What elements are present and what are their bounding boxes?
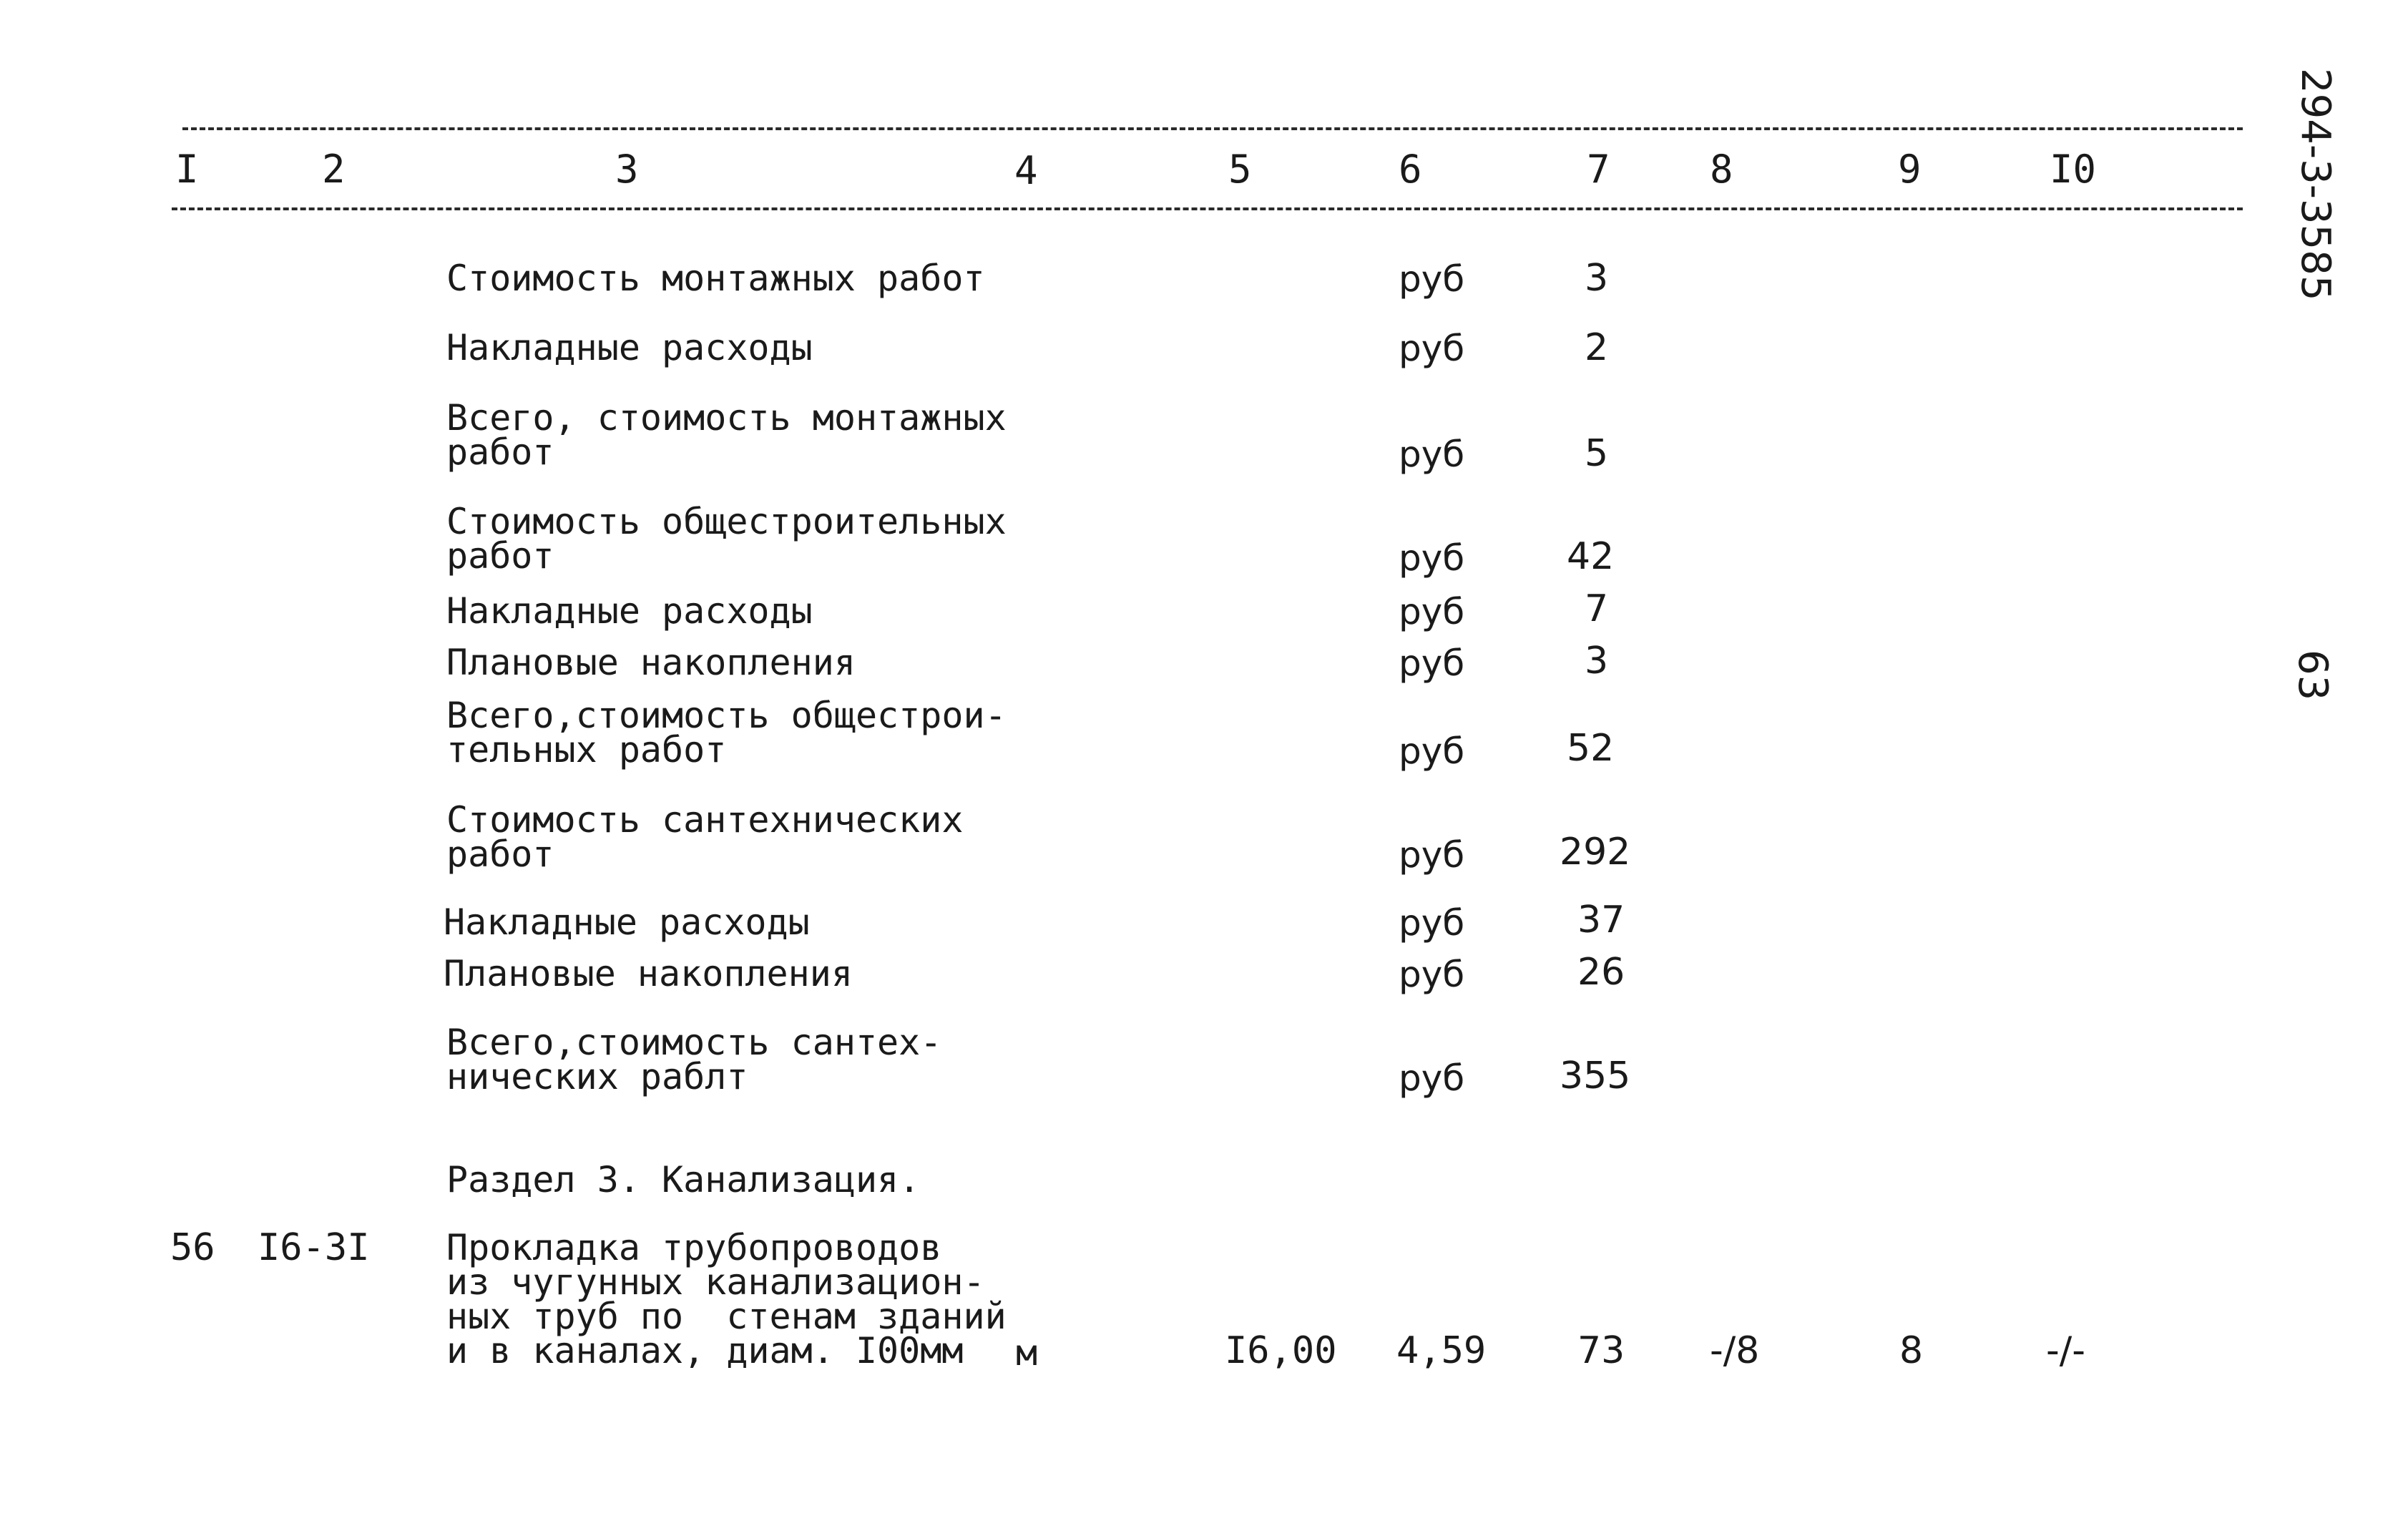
page-number: 63 xyxy=(2289,650,2336,701)
row-text: Накладные расходы xyxy=(444,901,810,943)
row-value: 355 xyxy=(1560,1055,1631,1097)
row-value: 37 xyxy=(1577,899,1625,942)
section-title: Раздел 3. Канализация. xyxy=(446,1159,921,1200)
row-unit: руб xyxy=(1399,591,1465,632)
column-header-6: 6 xyxy=(1399,147,1422,192)
row-unit: руб xyxy=(1399,730,1465,772)
document-code: 294-3-3585 xyxy=(2292,68,2339,301)
row-unit: руб xyxy=(1399,954,1465,995)
column-header-10: I0 xyxy=(2050,147,2097,192)
item-code: I6-3I xyxy=(258,1226,370,1269)
item-description: Прокладка трубопроводов из чугунных канализацион- ных труб по стенам зданий и в каналах, диам. I00мм xyxy=(446,1227,1007,1371)
row-value: 3 xyxy=(1585,257,1609,300)
column-header-1: I xyxy=(175,147,199,192)
row-value: 292 xyxy=(1560,831,1631,874)
item-total: 73 xyxy=(1577,1329,1625,1372)
row-text: Накладные расходы xyxy=(446,327,813,368)
row-value: 42 xyxy=(1567,535,1615,578)
row-text: Стоимость сантехнических работ xyxy=(446,799,964,875)
row-value: 2 xyxy=(1585,326,1609,369)
item-number: 56 xyxy=(170,1226,215,1269)
row-text: Стоимость общестроительных работ xyxy=(446,501,1007,577)
column-header-8: 8 xyxy=(1710,147,1733,192)
row-value: 26 xyxy=(1577,951,1625,994)
row-unit: руб xyxy=(1399,834,1465,876)
column-header-3: 3 xyxy=(615,147,639,192)
row-text: Всего,стоимость общестрои- тельных работ xyxy=(446,695,1007,771)
item-quantity: I6,00 xyxy=(1225,1329,1337,1372)
row-value: 52 xyxy=(1567,727,1615,770)
item-price: 4,59 xyxy=(1396,1329,1487,1372)
row-unit: руб xyxy=(1399,537,1465,579)
row-text: Всего, стоимость монтажных работ xyxy=(446,397,1007,473)
item-col10: -/- xyxy=(2046,1329,2086,1372)
row-text: Стоимость монтажных работ xyxy=(446,258,985,299)
item-unit: м xyxy=(1016,1332,1038,1374)
row-unit: руб xyxy=(1399,1057,1465,1099)
row-unit: руб xyxy=(1399,328,1465,369)
row-text: Накладные расходы xyxy=(446,590,813,632)
column-header-2: 2 xyxy=(322,147,346,192)
row-value: 3 xyxy=(1585,640,1609,683)
column-header-4: 4 xyxy=(1014,148,1038,193)
row-value: 7 xyxy=(1585,587,1609,630)
row-text: Всего,стоимость сантех- нических раблт xyxy=(446,1022,942,1097)
row-unit: руб xyxy=(1399,258,1465,300)
header-bottom-rule xyxy=(172,207,2243,210)
column-header-5: 5 xyxy=(1228,147,1252,192)
column-header-7: 7 xyxy=(1587,147,1610,192)
item-col9: 8 xyxy=(1899,1329,1924,1372)
row-unit: руб xyxy=(1399,902,1465,944)
row-unit: руб xyxy=(1399,434,1465,475)
row-unit: руб xyxy=(1399,642,1465,684)
row-text: Плановые накопления xyxy=(444,953,853,994)
column-header-9: 9 xyxy=(1898,147,1922,192)
header-top-rule xyxy=(182,127,2243,130)
row-text: Плановые накопления xyxy=(446,642,856,683)
row-value: 5 xyxy=(1585,432,1609,475)
item-col8: -/8 xyxy=(1710,1329,1760,1372)
